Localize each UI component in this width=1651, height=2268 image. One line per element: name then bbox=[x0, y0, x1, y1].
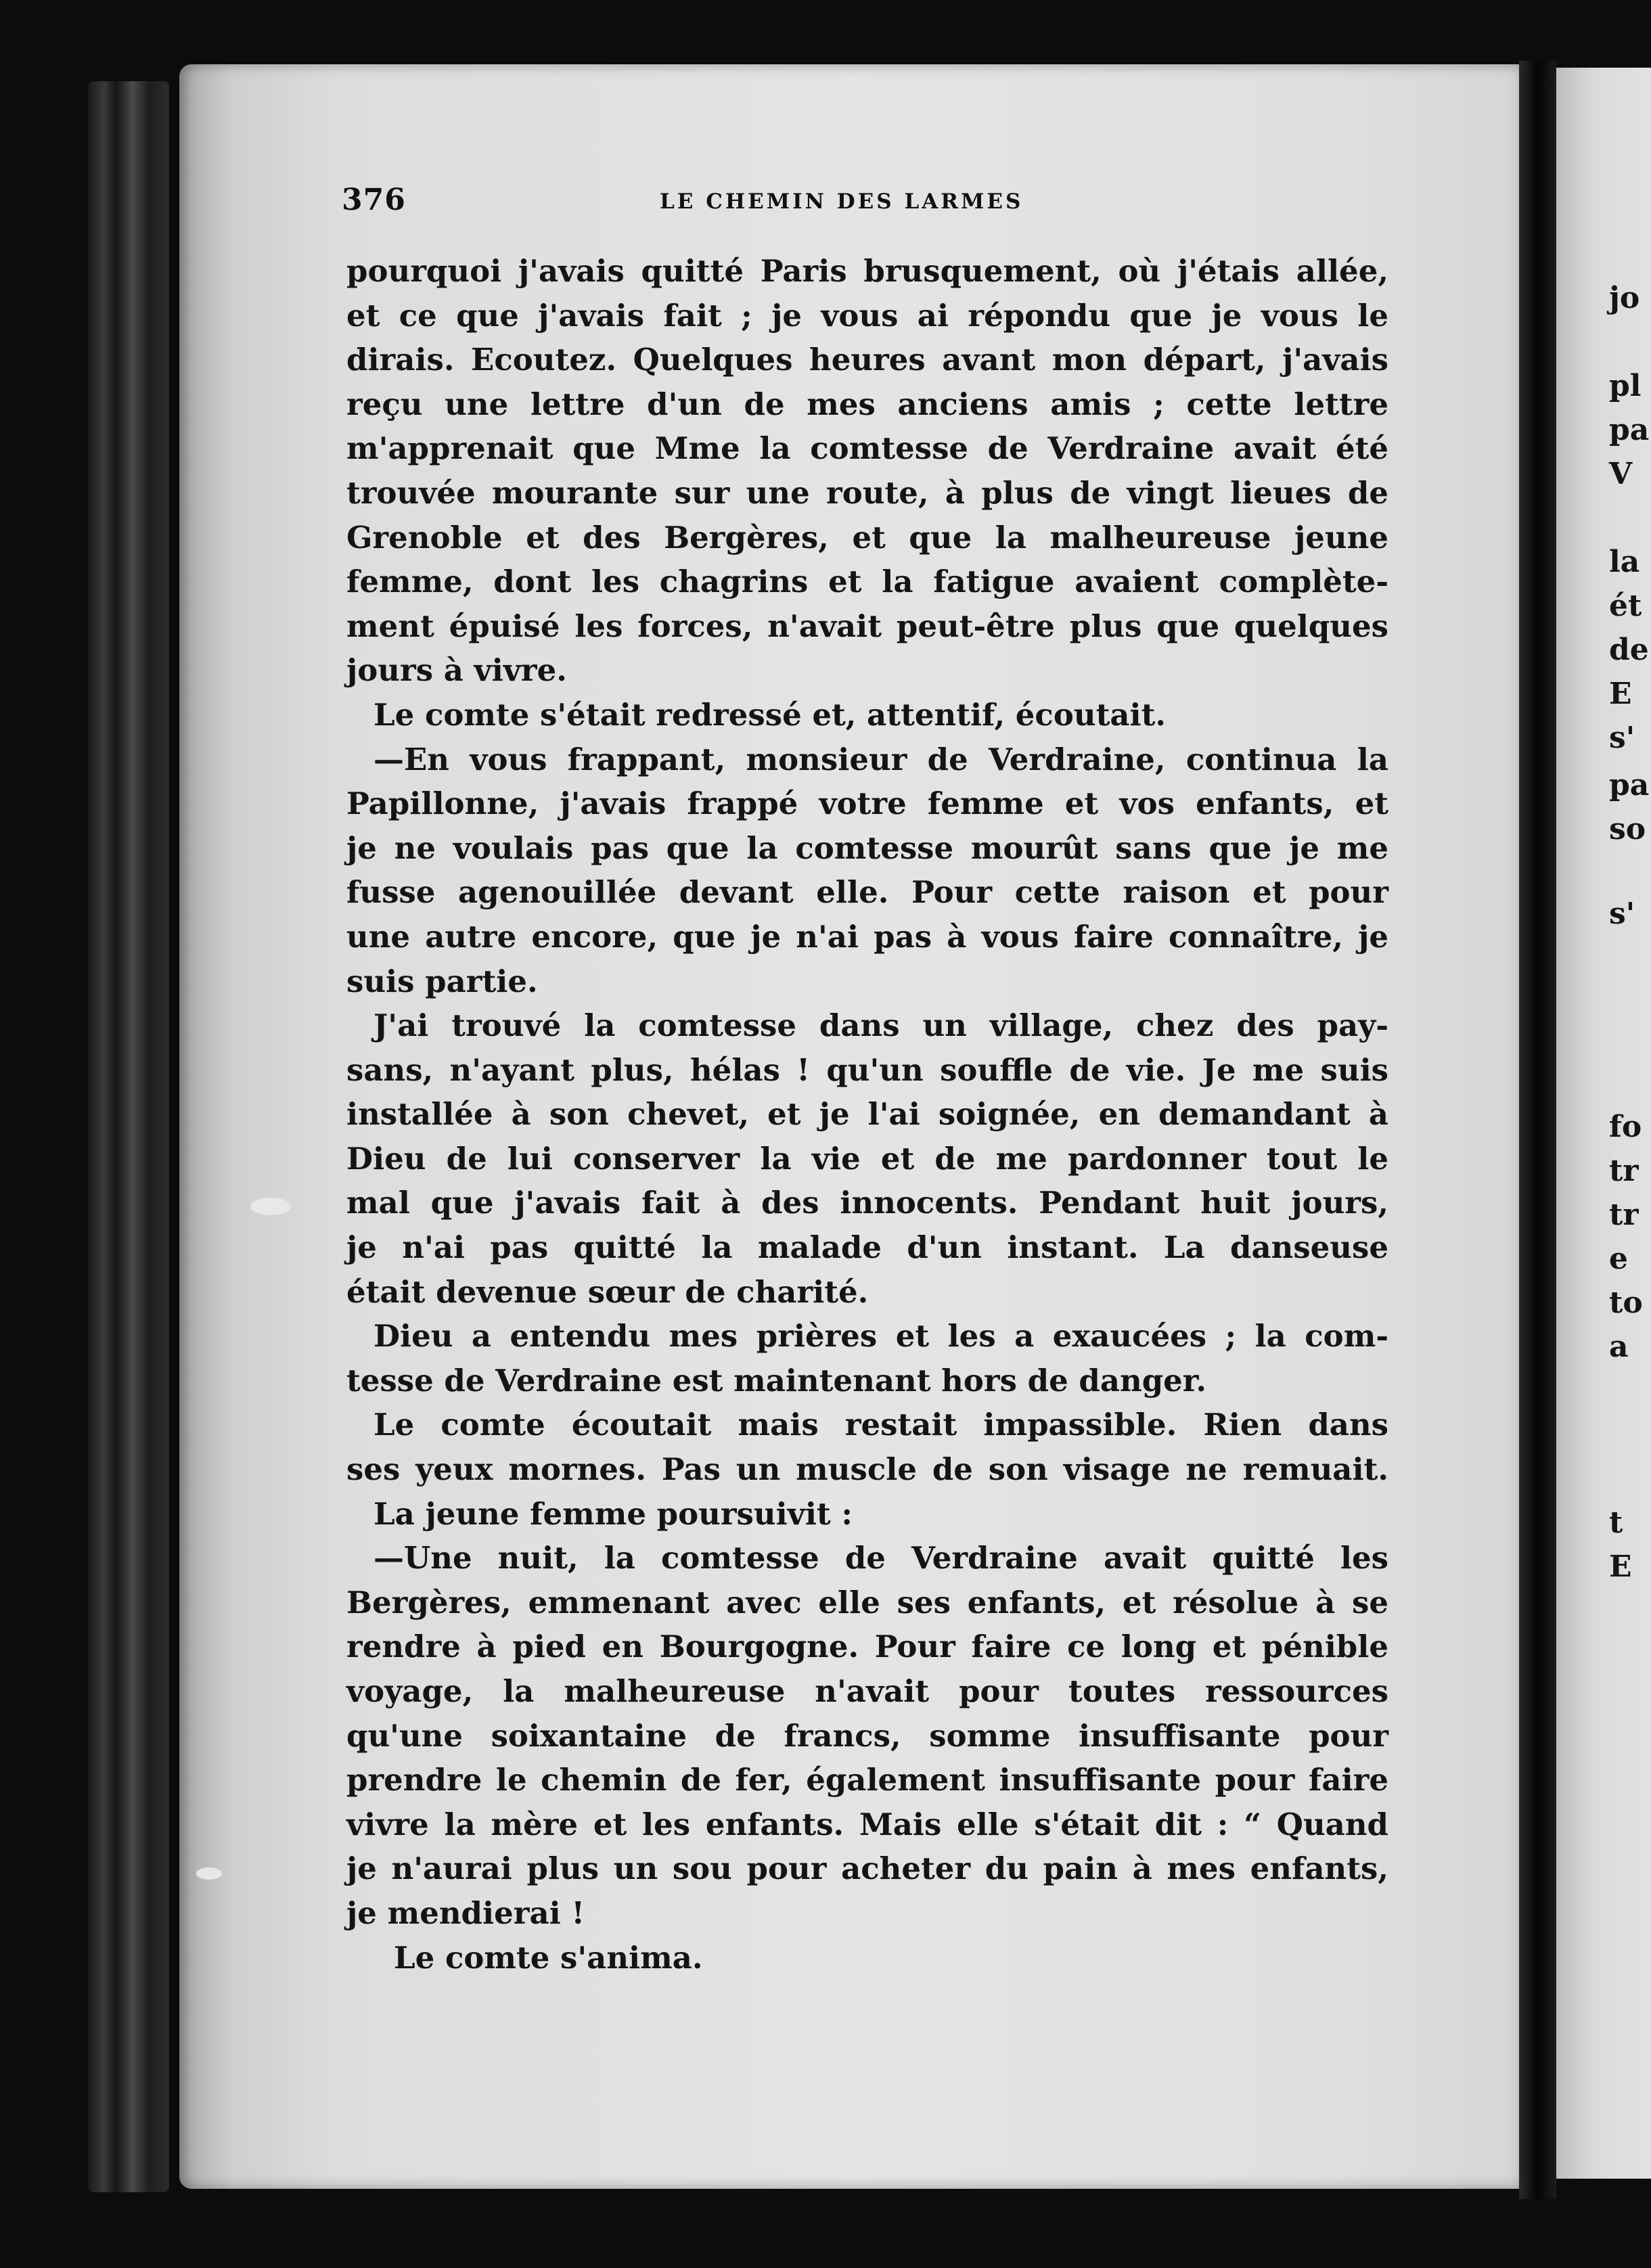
text-line: et ce que j'avais fait ; je vous ai répondu que je vous le bbox=[346, 297, 1388, 334]
edge-fragment: de bbox=[1609, 633, 1649, 667]
text-line: pourquoi j'avais quitté Paris brusquement, où j'étais allée, bbox=[346, 253, 1388, 289]
text-line: sans, n'ayant plus, hélas ! qu'un souffle de vie. Je me suis bbox=[346, 1051, 1388, 1088]
text-line: je mendierai ! bbox=[346, 1895, 585, 1931]
edge-fragment: pa bbox=[1609, 413, 1650, 447]
text-line: La jeune femme poursuivit : bbox=[374, 1495, 853, 1532]
text-line: m'apprenait que Mme la comtesse de Verdraine avait été bbox=[346, 430, 1388, 467]
text-line: était devenue sœur de charité. bbox=[346, 1273, 869, 1310]
text-line: je ne voulais pas que la comtesse mourût sans que je me bbox=[346, 830, 1388, 866]
edge-fragment: t bbox=[1609, 1505, 1623, 1540]
text-line: Le comte écoutait mais restait impassible. Rien dans bbox=[374, 1407, 1388, 1443]
edge-fragment: tr bbox=[1609, 1198, 1639, 1232]
paper-speck bbox=[196, 1867, 222, 1880]
text-line: Dieu de lui conserver la vie et de me pardonner tout le bbox=[346, 1140, 1388, 1177]
text-line: —Une nuit, la comtesse de Verdraine avait quitté les bbox=[374, 1540, 1388, 1577]
edge-fragment: tr bbox=[1609, 1154, 1639, 1188]
text-line: prendre le chemin de fer, également insuffisante pour faire bbox=[346, 1762, 1388, 1798]
text-line: tesse de Verdraine est maintenant hors de danger. bbox=[346, 1362, 1207, 1399]
text-line: fusse agenouillée devant elle. Pour cette raison et pour bbox=[346, 874, 1388, 911]
page-number: 376 bbox=[342, 183, 406, 217]
text-line: Le comte s'était redressé et, attentif, écoutait. bbox=[374, 696, 1167, 733]
text-line: voyage, la malheureuse n'avait pour toutes ressources bbox=[346, 1673, 1388, 1709]
text-line: Grenoble et des Bergères, et que la malheureuse jeune bbox=[346, 519, 1388, 555]
text-line: une autre encore, que je n'ai pas à vous faire connaître, je bbox=[346, 918, 1388, 955]
text-line: ment épuisé les forces, n'avait peut-être plus que quelques bbox=[346, 608, 1388, 644]
edge-fragment: s' bbox=[1609, 897, 1635, 931]
edge-fragment: so bbox=[1609, 812, 1646, 846]
text-line: Papillonne, j'avais frappé votre femme et vos enfants, et bbox=[346, 786, 1388, 822]
text-line: qu'une soixantaine de francs, somme insuffisante pour bbox=[346, 1717, 1388, 1754]
edge-fragment: fo bbox=[1609, 1110, 1642, 1144]
text-line: je n'ai pas quitté la malade d'un instant. La danseuse bbox=[346, 1229, 1388, 1266]
text-line: rendre à pied en Bourgogne. Pour faire ce long et pénible bbox=[346, 1629, 1388, 1665]
text-line: mal que j'avais fait à des innocents. Pendant huit jours, bbox=[346, 1185, 1388, 1221]
text-line: ses yeux mornes. Pas un muscle de son visage ne remuait. bbox=[346, 1451, 1388, 1488]
edge-fragment: jo bbox=[1609, 281, 1640, 315]
edge-fragment: a bbox=[1609, 1330, 1629, 1364]
edge-fragment: pl bbox=[1609, 369, 1642, 403]
edge-fragment: to bbox=[1609, 1286, 1643, 1320]
edge-fragment: la bbox=[1609, 545, 1640, 579]
page-gutter bbox=[1519, 61, 1556, 2199]
text-line: vivre la mère et les enfants. Mais elle s'était dit : “ Quand bbox=[346, 1806, 1388, 1842]
text-line: Le comte s'anima. bbox=[394, 1939, 703, 1976]
text-line: suis partie. bbox=[346, 963, 538, 999]
paper-speck bbox=[250, 1198, 291, 1215]
text-line: jours à vivre. bbox=[346, 652, 567, 689]
text-line: reçu une lettre d'un de mes anciens amis ; cette lettre bbox=[346, 386, 1388, 422]
edge-fragment: ét bbox=[1609, 589, 1642, 623]
edge-fragment: E bbox=[1609, 1549, 1632, 1584]
text-line: trouvée mourante sur une route, à plus de vingt lieues de bbox=[346, 474, 1388, 511]
adjacent-page-text bbox=[1609, 0, 1651, 2268]
edge-fragment: E bbox=[1609, 677, 1632, 711]
edge-fragment: pa bbox=[1609, 768, 1650, 802]
edge-fragment: V bbox=[1609, 457, 1633, 491]
edge-fragment: s' bbox=[1609, 721, 1635, 755]
text-line: installée à son chevet, et je l'ai soignée, en demandant à bbox=[346, 1096, 1388, 1133]
text-line: —En vous frappant, monsieur de Verdraine, continua la bbox=[374, 741, 1388, 777]
text-line: je n'aurai plus un sou pour acheter du pain à mes enfants, bbox=[346, 1851, 1388, 1887]
page-body bbox=[346, 249, 1388, 1980]
text-line: J'ai trouvé la comtesse dans un village, chez des pay- bbox=[374, 1007, 1388, 1044]
edge-fragment: e bbox=[1609, 1242, 1628, 1276]
text-line: dirais. Ecoutez. Quelques heures avant mon départ, j'avais bbox=[346, 342, 1388, 378]
text-line: Bergères, emmenant avec elle ses enfants, et résolue à se bbox=[346, 1584, 1388, 1620]
text-line: femme, dont les chagrins et la fatigue avaient complète- bbox=[346, 564, 1388, 600]
page-header bbox=[342, 183, 1363, 230]
book-binding bbox=[88, 81, 169, 2192]
running-title: LE CHEMIN DES LARMES bbox=[660, 189, 1024, 214]
text-line: Dieu a entendu mes prières et les a exaucées ; la com- bbox=[374, 1318, 1388, 1355]
